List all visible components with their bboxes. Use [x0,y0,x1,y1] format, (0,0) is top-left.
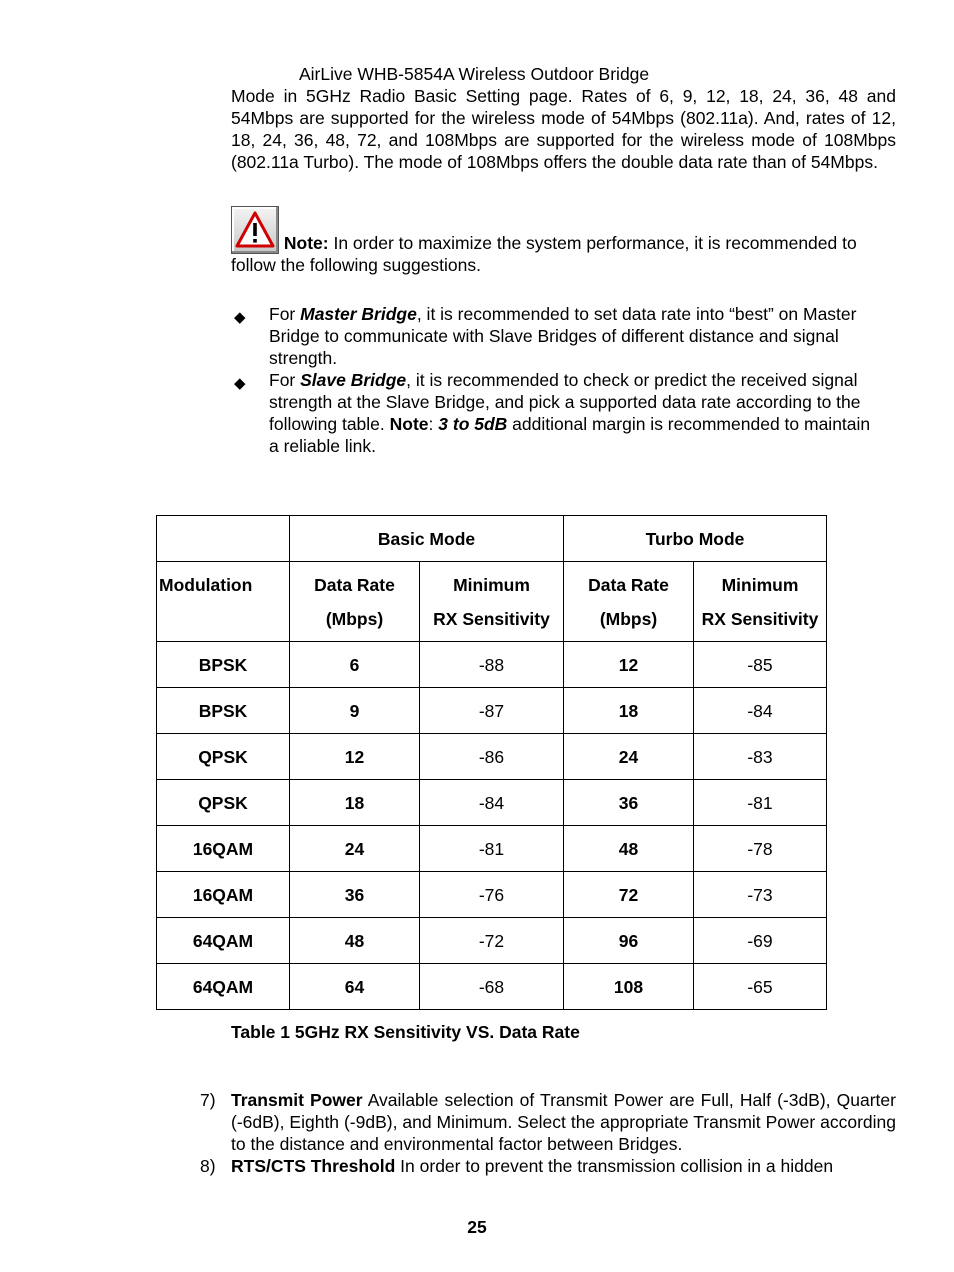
bullet-emphasis: Slave Bridge [300,370,407,390]
intro-paragraph: Mode in 5GHz Radio Basic Setting page. Rates of 6, 9, 12, 18, 24, 36, 48 and 54Mbps are supported for the wireless mode of 54Mbps (802.11a). And, rates of 12, 18, 24, 36, 48, 72, and 108Mbps are supported for the wireless mode of 108Mbps (802.11a Turbo). The mode of 108Mbps offers the double data rate than of 54Mbps. [231,86,896,172]
item-number: 7) [200,1090,216,1110]
table-corner-cell [157,516,290,562]
table-cell: 48 [564,826,694,872]
table-cell: 48 [290,918,420,964]
item-text: Available selection of Transmit Power are Full, Half (-3dB), Quarter (-6dB), Eighth (-9dB), and Minimum. Select the appropriate Transmit Power according to the distance and environmental factor between Bridges. [231,1090,896,1154]
table-cell: -68 [420,964,564,1010]
table-cell: -81 [694,780,827,826]
note-body: In order to maximize the system performance, it is recommended to follow the following suggestions. [231,233,857,275]
table-cell: 18 [290,780,420,826]
table-row [157,872,827,918]
table-row [157,918,827,964]
table-cell: -65 [694,964,827,1010]
table-cell: -78 [694,826,827,872]
table-cell: -88 [420,642,564,688]
table-cell: -84 [420,780,564,826]
table-cell: -87 [420,688,564,734]
table-cell: QPSK [157,734,290,780]
table-row [157,642,827,688]
page-header: AirLive WHB-5854A Wireless Outdoor Bridge [299,64,650,84]
basic-rate-header: Data Rate (Mbps) [290,562,420,642]
table-row [157,688,827,734]
table-cell: -84 [694,688,827,734]
table-cell: 24 [564,734,694,780]
bullet-note-label: Note [389,414,429,434]
diamond-bullet-icon: ◆ [234,375,246,392]
list-item [200,1155,896,1177]
basic-mode-header: Basic Mode [290,516,564,562]
bullet-note-text: additional margin is recommended to maintain a reliable link. [269,414,871,456]
table-cell: 96 [564,918,694,964]
table-cell: 64QAM [157,964,290,1010]
table-caption: Table 1 5GHz RX Sensitivity VS. Data Rate [231,1022,580,1042]
note-text [231,233,857,275]
diamond-bullet-icon: ◆ [234,309,246,326]
table-row [157,734,827,780]
table-cell: -76 [420,872,564,918]
list-item [231,369,871,457]
bullet-text: , it is recommended to set data rate into “best” on Master Bridge to communicate with Slave Bridges of different distance and signal strength. [269,304,857,368]
warning-icon [231,206,279,254]
table-cell: 72 [564,872,694,918]
turbo-sensitivity-header: Minimum RX Sensitivity [694,562,827,642]
table-cell: 64 [290,964,420,1010]
table-cell: BPSK [157,642,290,688]
table-cell: 108 [564,964,694,1010]
modulation-header: Modulation [157,562,290,642]
bullet-text: , it is recommended to check or predict the received signal strength at the Slave Bridge, and pick a supported data rate according to the following table. [269,370,861,434]
table-cell: QPSK [157,780,290,826]
table-cell: 12 [564,642,694,688]
item-title: RTS/CTS Threshold [231,1156,396,1176]
page-number: 25 [467,1217,487,1237]
table-cell: -85 [694,642,827,688]
bullet-note-emphasis: 3 to 5dB [438,414,508,434]
table-cell: 64QAM [157,918,290,964]
turbo-rate-header: Data Rate (Mbps) [564,562,694,642]
table-cell: -81 [420,826,564,872]
table-cell: -83 [694,734,827,780]
table-cell: 36 [564,780,694,826]
item-title: Transmit Power [231,1090,363,1110]
table-row [157,826,827,872]
table-cell: 16QAM [157,826,290,872]
bullet-note-colon: : [428,414,439,434]
list-item [200,1089,896,1155]
turbo-mode-header: Turbo Mode [564,516,827,562]
table-header-row [157,516,827,562]
table-cell: -72 [420,918,564,964]
table-cell: -69 [694,918,827,964]
table-row [157,780,827,826]
table-cell: -73 [694,872,827,918]
bullet-emphasis: Master Bridge [300,304,417,324]
table-cell: -86 [420,734,564,780]
settings-list [200,1089,896,1177]
table-subheader-row [157,562,827,642]
table-cell: 36 [290,872,420,918]
table-cell: 24 [290,826,420,872]
note-label: Note: [283,233,329,253]
table-row [157,964,827,1010]
list-item [231,303,871,369]
item-text: In order to prevent the transmission collision in a hidden [395,1156,834,1176]
table-cell: 6 [290,642,420,688]
note-block [231,206,896,276]
table-cell: 18 [564,688,694,734]
basic-sensitivity-header: Minimum RX Sensitivity [420,562,564,642]
bullet-prefix: For [269,304,301,324]
bullet-prefix: For [269,370,301,390]
table-cell: 9 [290,688,420,734]
rx-sensitivity-table [156,515,827,1010]
table-cell: 16QAM [157,872,290,918]
table-cell: 12 [290,734,420,780]
recommendation-list [231,303,871,457]
table-cell: BPSK [157,688,290,734]
item-number: 8) [200,1156,216,1176]
